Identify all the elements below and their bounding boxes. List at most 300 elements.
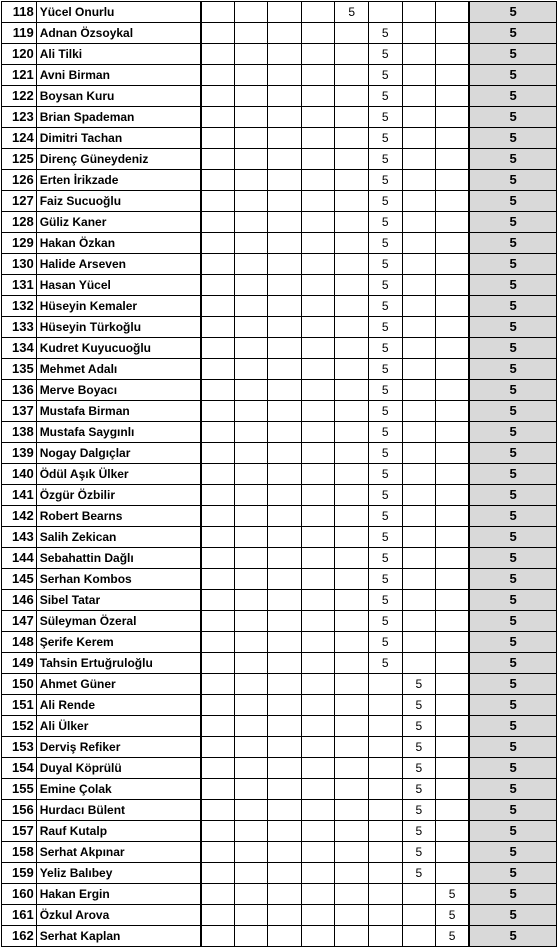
table-row [2, 317, 557, 338]
total-cell: 5 [469, 926, 556, 947]
total-cell: 5 [469, 2, 556, 23]
rank-cell: 128 [2, 212, 37, 233]
name-cell: Yeliz Balıbey [36, 863, 200, 884]
empty-cell [201, 611, 235, 632]
total-cell: 5 [469, 674, 556, 695]
score-cell: 5 [368, 485, 402, 506]
table-row [2, 632, 557, 653]
empty-cell [402, 86, 436, 107]
total-cell: 5 [469, 569, 556, 590]
empty-cell [368, 842, 402, 863]
empty-cell [301, 674, 335, 695]
empty-cell [234, 23, 268, 44]
score-cell: 5 [368, 590, 402, 611]
rank-cell: 137 [2, 401, 37, 422]
rank-cell: 122 [2, 86, 37, 107]
name-cell: Sebahattin Dağlı [36, 548, 200, 569]
empty-cell [436, 548, 470, 569]
empty-cell [301, 632, 335, 653]
empty-cell [201, 128, 235, 149]
rank-cell: 125 [2, 149, 37, 170]
rank-cell: 140 [2, 464, 37, 485]
empty-cell [301, 296, 335, 317]
empty-cell [268, 632, 302, 653]
total-cell: 5 [469, 23, 556, 44]
empty-cell [335, 905, 369, 926]
empty-cell [268, 233, 302, 254]
empty-cell [268, 821, 302, 842]
empty-cell [335, 485, 369, 506]
name-cell: Hüseyin Kemaler [36, 296, 200, 317]
empty-cell [436, 506, 470, 527]
empty-cell [201, 632, 235, 653]
name-cell: Hüseyin Türkoğlu [36, 317, 200, 338]
score-cell: 5 [402, 674, 436, 695]
empty-cell [201, 296, 235, 317]
empty-cell [436, 485, 470, 506]
empty-cell [268, 65, 302, 86]
empty-cell [335, 86, 369, 107]
empty-cell [335, 632, 369, 653]
empty-cell [436, 317, 470, 338]
empty-cell [436, 107, 470, 128]
empty-cell [436, 527, 470, 548]
score-cell: 5 [402, 758, 436, 779]
rank-cell: 123 [2, 107, 37, 128]
score-cell: 5 [402, 863, 436, 884]
table-row [2, 401, 557, 422]
empty-cell [268, 254, 302, 275]
empty-cell [436, 128, 470, 149]
empty-cell [234, 779, 268, 800]
empty-cell [268, 506, 302, 527]
empty-cell [335, 170, 369, 191]
name-cell: Serhan Kombos [36, 569, 200, 590]
empty-cell [335, 191, 369, 212]
name-cell: Adnan Özsoykal [36, 23, 200, 44]
name-cell: Halide Arseven [36, 254, 200, 275]
empty-cell [201, 590, 235, 611]
name-cell: Güliz Kaner [36, 212, 200, 233]
empty-cell [368, 800, 402, 821]
total-cell: 5 [469, 233, 556, 254]
score-cell: 5 [368, 359, 402, 380]
empty-cell [234, 401, 268, 422]
empty-cell [436, 170, 470, 191]
empty-cell [268, 653, 302, 674]
name-cell: Hakan Ergin [36, 884, 200, 905]
empty-cell [335, 254, 369, 275]
empty-cell [335, 317, 369, 338]
table-row [2, 485, 557, 506]
name-cell: Ali Rende [36, 695, 200, 716]
empty-cell [268, 23, 302, 44]
total-cell: 5 [469, 905, 556, 926]
score-cell: 5 [368, 86, 402, 107]
total-cell: 5 [469, 632, 556, 653]
empty-cell [234, 716, 268, 737]
empty-cell [301, 905, 335, 926]
name-cell: Merve Boyacı [36, 380, 200, 401]
empty-cell [234, 758, 268, 779]
empty-cell [268, 149, 302, 170]
empty-cell [402, 212, 436, 233]
empty-cell [368, 884, 402, 905]
empty-cell [268, 758, 302, 779]
empty-cell [301, 2, 335, 23]
name-cell: Robert Bearns [36, 506, 200, 527]
empty-cell [201, 422, 235, 443]
empty-cell [268, 611, 302, 632]
empty-cell [335, 884, 369, 905]
empty-cell [268, 527, 302, 548]
empty-cell [201, 86, 235, 107]
empty-cell [268, 485, 302, 506]
total-cell: 5 [469, 464, 556, 485]
empty-cell [234, 170, 268, 191]
score-cell: 5 [402, 695, 436, 716]
empty-cell [234, 737, 268, 758]
scores-table [1, 1, 557, 947]
rank-cell: 160 [2, 884, 37, 905]
score-cell: 5 [335, 2, 369, 23]
empty-cell [201, 485, 235, 506]
empty-cell [402, 569, 436, 590]
empty-cell [201, 338, 235, 359]
empty-cell [436, 674, 470, 695]
empty-cell [436, 86, 470, 107]
empty-cell [301, 842, 335, 863]
name-cell: Derviş Refiker [36, 737, 200, 758]
total-cell: 5 [469, 821, 556, 842]
empty-cell [234, 527, 268, 548]
rank-cell: 157 [2, 821, 37, 842]
empty-cell [234, 485, 268, 506]
name-cell: Ali Ülker [36, 716, 200, 737]
score-cell: 5 [402, 737, 436, 758]
score-cell: 5 [368, 275, 402, 296]
table-row [2, 212, 557, 233]
rank-cell: 151 [2, 695, 37, 716]
total-cell: 5 [469, 212, 556, 233]
empty-cell [201, 569, 235, 590]
empty-cell [201, 716, 235, 737]
rank-cell: 118 [2, 2, 37, 23]
empty-cell [201, 779, 235, 800]
empty-cell [268, 191, 302, 212]
empty-cell [234, 317, 268, 338]
empty-cell [436, 254, 470, 275]
rank-cell: 129 [2, 233, 37, 254]
empty-cell [436, 380, 470, 401]
score-cell: 5 [368, 632, 402, 653]
empty-cell [335, 737, 369, 758]
empty-cell [436, 842, 470, 863]
empty-cell [234, 800, 268, 821]
total-cell: 5 [469, 779, 556, 800]
empty-cell [234, 233, 268, 254]
empty-cell [436, 821, 470, 842]
empty-cell [335, 149, 369, 170]
empty-cell [301, 317, 335, 338]
empty-cell [234, 506, 268, 527]
name-cell: Duyal Köprülü [36, 758, 200, 779]
empty-cell [436, 233, 470, 254]
empty-cell [201, 23, 235, 44]
table-row [2, 653, 557, 674]
rank-cell: 136 [2, 380, 37, 401]
empty-cell [268, 401, 302, 422]
name-cell: Salih Zekican [36, 527, 200, 548]
rank-cell: 144 [2, 548, 37, 569]
empty-cell [436, 464, 470, 485]
empty-cell [301, 275, 335, 296]
empty-cell [368, 695, 402, 716]
name-cell: Mustafa Birman [36, 401, 200, 422]
empty-cell [301, 506, 335, 527]
empty-cell [436, 149, 470, 170]
empty-cell [234, 2, 268, 23]
rank-cell: 139 [2, 443, 37, 464]
empty-cell [268, 359, 302, 380]
table-row [2, 590, 557, 611]
table-row [2, 884, 557, 905]
empty-cell [301, 212, 335, 233]
score-cell: 5 [402, 821, 436, 842]
empty-cell [436, 758, 470, 779]
empty-cell [201, 674, 235, 695]
empty-cell [268, 212, 302, 233]
empty-cell [234, 380, 268, 401]
empty-cell [335, 611, 369, 632]
empty-cell [234, 65, 268, 86]
rank-cell: 147 [2, 611, 37, 632]
empty-cell [436, 338, 470, 359]
rank-cell: 149 [2, 653, 37, 674]
table-row [2, 758, 557, 779]
total-cell: 5 [469, 359, 556, 380]
score-cell: 5 [368, 317, 402, 338]
total-cell: 5 [469, 86, 556, 107]
empty-cell [436, 779, 470, 800]
name-cell: Rauf Kutalp [36, 821, 200, 842]
total-cell: 5 [469, 170, 556, 191]
empty-cell [436, 212, 470, 233]
empty-cell [234, 212, 268, 233]
empty-cell [436, 191, 470, 212]
empty-cell [268, 170, 302, 191]
empty-cell [436, 800, 470, 821]
empty-cell [234, 149, 268, 170]
empty-cell [402, 905, 436, 926]
empty-cell [268, 317, 302, 338]
table-row [2, 275, 557, 296]
rank-cell: 161 [2, 905, 37, 926]
name-cell: Sibel Tatar [36, 590, 200, 611]
total-cell: 5 [469, 443, 556, 464]
empty-cell [201, 758, 235, 779]
total-cell: 5 [469, 191, 556, 212]
name-cell: Özkul Arova [36, 905, 200, 926]
empty-cell [268, 464, 302, 485]
empty-cell [402, 149, 436, 170]
empty-cell [201, 149, 235, 170]
empty-cell [201, 107, 235, 128]
name-cell: Süleyman Özeral [36, 611, 200, 632]
empty-cell [335, 569, 369, 590]
empty-cell [402, 23, 436, 44]
total-cell: 5 [469, 338, 556, 359]
empty-cell [368, 926, 402, 947]
empty-cell [335, 65, 369, 86]
empty-cell [201, 275, 235, 296]
score-cell: 5 [368, 191, 402, 212]
empty-cell [301, 695, 335, 716]
empty-cell [402, 422, 436, 443]
empty-cell [201, 821, 235, 842]
empty-cell [335, 716, 369, 737]
empty-cell [301, 590, 335, 611]
empty-cell [335, 842, 369, 863]
empty-cell [201, 506, 235, 527]
rank-cell: 159 [2, 863, 37, 884]
score-cell: 5 [368, 65, 402, 86]
empty-cell [234, 296, 268, 317]
empty-cell [436, 2, 470, 23]
empty-cell [368, 779, 402, 800]
empty-cell [402, 443, 436, 464]
rank-cell: 119 [2, 23, 37, 44]
name-cell: Hakan Özkan [36, 233, 200, 254]
table-row [2, 191, 557, 212]
empty-cell [335, 674, 369, 695]
empty-cell [234, 590, 268, 611]
empty-cell [301, 65, 335, 86]
name-cell: Serhat Kaplan [36, 926, 200, 947]
empty-cell [301, 779, 335, 800]
empty-cell [402, 548, 436, 569]
table-row [2, 674, 557, 695]
empty-cell [335, 821, 369, 842]
table-row [2, 548, 557, 569]
score-cell: 5 [436, 884, 470, 905]
empty-cell [402, 653, 436, 674]
empty-cell [268, 128, 302, 149]
score-cell: 5 [368, 338, 402, 359]
empty-cell [335, 359, 369, 380]
empty-cell [436, 653, 470, 674]
empty-cell [268, 107, 302, 128]
score-cell: 5 [402, 800, 436, 821]
score-cell: 5 [368, 254, 402, 275]
empty-cell [436, 359, 470, 380]
table-row [2, 737, 557, 758]
empty-cell [402, 254, 436, 275]
empty-cell [368, 758, 402, 779]
empty-cell [368, 821, 402, 842]
empty-cell [335, 443, 369, 464]
empty-cell [234, 695, 268, 716]
empty-cell [268, 590, 302, 611]
empty-cell [436, 275, 470, 296]
empty-cell [335, 338, 369, 359]
empty-cell [436, 65, 470, 86]
total-cell: 5 [469, 254, 556, 275]
total-cell: 5 [469, 758, 556, 779]
empty-cell [301, 107, 335, 128]
empty-cell [301, 86, 335, 107]
name-cell: Faiz Sucuoğlu [36, 191, 200, 212]
empty-cell [268, 716, 302, 737]
score-cell: 5 [368, 527, 402, 548]
empty-cell [234, 44, 268, 65]
table-row [2, 569, 557, 590]
empty-cell [301, 758, 335, 779]
total-cell: 5 [469, 800, 556, 821]
rank-cell: 146 [2, 590, 37, 611]
empty-cell [335, 44, 369, 65]
empty-cell [234, 191, 268, 212]
total-cell: 5 [469, 65, 556, 86]
total-cell: 5 [469, 485, 556, 506]
name-cell: Serhat Akpınar [36, 842, 200, 863]
empty-cell [234, 611, 268, 632]
table-row [2, 254, 557, 275]
empty-cell [402, 485, 436, 506]
table-row [2, 128, 557, 149]
empty-cell [201, 653, 235, 674]
empty-cell [402, 65, 436, 86]
score-cell: 5 [368, 128, 402, 149]
total-cell: 5 [469, 863, 556, 884]
empty-cell [234, 443, 268, 464]
empty-cell [201, 359, 235, 380]
empty-cell [268, 380, 302, 401]
empty-cell [268, 674, 302, 695]
empty-cell [301, 233, 335, 254]
table-row [2, 443, 557, 464]
rank-cell: 142 [2, 506, 37, 527]
empty-cell [402, 590, 436, 611]
empty-cell [335, 758, 369, 779]
empty-cell [201, 800, 235, 821]
table-row [2, 464, 557, 485]
empty-cell [234, 674, 268, 695]
rank-cell: 154 [2, 758, 37, 779]
score-cell: 5 [436, 926, 470, 947]
empty-cell [268, 863, 302, 884]
empty-cell [201, 695, 235, 716]
rank-cell: 133 [2, 317, 37, 338]
empty-cell [402, 170, 436, 191]
empty-cell [402, 359, 436, 380]
empty-cell [335, 296, 369, 317]
empty-cell [268, 884, 302, 905]
table-row [2, 527, 557, 548]
total-cell: 5 [469, 149, 556, 170]
empty-cell [436, 23, 470, 44]
table-row [2, 296, 557, 317]
empty-cell [335, 401, 369, 422]
total-cell: 5 [469, 611, 556, 632]
empty-cell [268, 737, 302, 758]
rank-cell: 131 [2, 275, 37, 296]
name-cell: Boysan Kuru [36, 86, 200, 107]
empty-cell [234, 128, 268, 149]
empty-cell [234, 905, 268, 926]
score-cell: 5 [368, 380, 402, 401]
empty-cell [335, 527, 369, 548]
